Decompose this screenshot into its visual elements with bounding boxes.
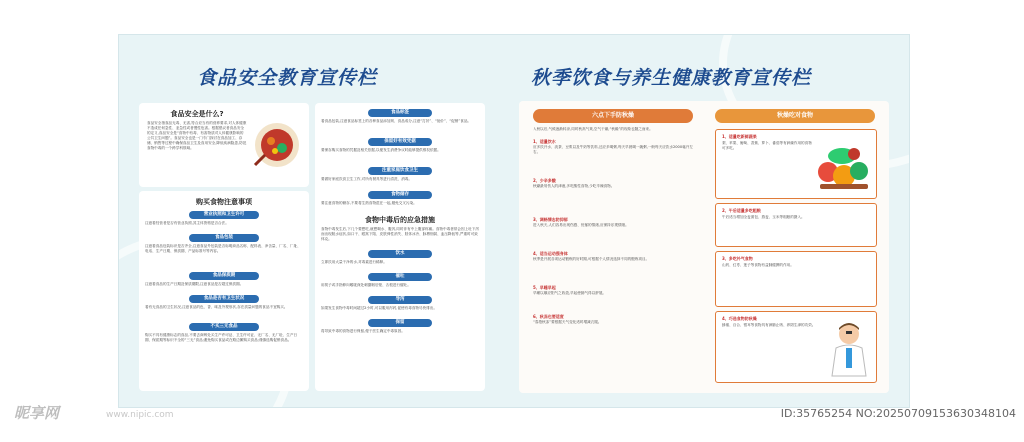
col1-item-label: 2、少辛多酸	[533, 178, 556, 183]
buy-item	[145, 272, 303, 292]
col1-item-label: 4、适当运动强身体	[533, 251, 568, 256]
food-box-1	[715, 129, 877, 199]
col1-item	[533, 251, 697, 282]
col1-item-label: 5、早睡早起	[533, 285, 556, 290]
watermark-id: ID:35765254 NO:20250709153630348104	[780, 407, 1016, 420]
food-box-label: 3、多吃补气食物	[722, 256, 753, 261]
col1-item-text: 秋季是开展各项运动锻炼的好时期,可根据个人情况选择不同的锻炼项目。	[533, 257, 650, 261]
buy-item-text: 购买不具有健康标志的食品,不要去商贩处买生产许可证、卫生许可证、无厂名、无厂址、生产日期、保质期等标识不全的“三无”食品;避免购买食品或在路边摊购买食品;谨慎选购促销食品。	[145, 333, 298, 342]
tip-item-text: 要做好家庭饮食卫生工作,对所有餐具等进行清洗、消毒。	[321, 177, 412, 181]
autumn-panel	[519, 101, 889, 393]
poison-text: 食物中毒发生后,下几个要想吃,就想喝水、腹泻,同时伴有中上腹部疼痛。食物中毒者常会因上吐下泻而出现脱水症状,如口干、眼窝下陷、皮肤弹性消失、肢体冰冷、脉搏细弱、血压降低等,严重时可致休克。	[321, 227, 479, 241]
intro-heading: 食品安全是什么?	[170, 110, 224, 118]
food-box-4	[715, 311, 877, 383]
col1-item-label: 1、适量饮水	[533, 139, 556, 144]
tip-item-label: 食物储存	[368, 191, 432, 199]
col1-item-text: 秋燥最易伤人的津液,多吃酸性食物,少吃辛辣食物。	[533, 184, 615, 188]
food-box-text: 午后适当增加全麦面包、燕麦、玉米等粗粮的摄入。	[722, 215, 805, 219]
poster-board	[118, 34, 910, 408]
tips-list	[321, 109, 479, 339]
col1-item-label: 6、秋冻也要适度	[533, 314, 564, 319]
buy-item-label: 不买三无食品	[189, 323, 259, 331]
food-bowl-icon	[251, 117, 303, 169]
col2-heading: 秋燥吃对食物	[715, 109, 875, 123]
watermark-logo: 昵享网	[14, 404, 60, 422]
tip-item	[321, 167, 479, 187]
buy-item	[145, 211, 303, 231]
doctor-figure-icon	[826, 320, 872, 378]
buy-item-label: 食品保质期	[189, 272, 259, 280]
left-title: 食品安全教育宣传栏	[197, 67, 378, 89]
food-box-text: 蜂蜜、百合、银耳等食物具有润肺止咳、养阴生津的功效。	[722, 323, 816, 327]
tips-panel	[315, 103, 485, 391]
tip-item-label: 注重家庭饮食卫生	[368, 167, 432, 175]
food-box-label: 2、午后适量多吃粗粮	[722, 208, 761, 213]
buy-item-text: 注意看食品的生产日期及保质期限,注意食品是否超过保质期。	[145, 282, 244, 286]
poison-item-text: 用筷子或手指伸向喉咙深处刺激咽后壁、舌根进行催吐。	[321, 283, 411, 287]
tip-item	[321, 109, 479, 134]
col1-item-text: “春捂秋冻”要根据天气变化适时增减衣服。	[533, 320, 602, 324]
fruits-vegetables-icon	[814, 138, 872, 192]
col1-item	[533, 285, 697, 311]
poison-item-text: 将导致中毒的食物进行保留,便于医生确定中毒原因。	[321, 329, 405, 333]
poison-item-text: 立即饮用大量干净的水,对毒素进行稀释。	[321, 260, 387, 264]
buy-item-label: 食品是否有卫生状况	[189, 295, 259, 303]
right-title: 秋季饮食与养生健康教育宣传栏	[531, 67, 812, 89]
buy-panel	[139, 191, 309, 391]
buy-item-label: 食品包装	[189, 234, 259, 242]
buy-item-text: 注意看经营者是否有营业执照,其主体资格是否合法。	[145, 221, 229, 225]
food-box-text: 山药、红枣、莲子等食物有益肺健脾的作用。	[722, 263, 794, 267]
col1-list	[533, 127, 697, 340]
food-box-label: 1、适量吃新鲜蔬果	[722, 134, 757, 139]
buy-item	[145, 323, 303, 353]
buy-item	[145, 234, 303, 269]
col1-item	[533, 139, 697, 175]
poison-item	[321, 250, 479, 270]
poison-item	[321, 273, 479, 293]
food-box-text: 梨、苹果、葡萄、香蕉、萝卜、番茄等有润燥作用的食物可多吃。	[722, 141, 812, 150]
poison-item-label: 催吐	[368, 273, 432, 281]
poison-item-label: 导泻	[368, 296, 432, 304]
col1-heading: 六点下手防秋燥	[533, 109, 693, 123]
poison-item	[321, 319, 479, 339]
poison-item-label: 保留	[368, 319, 432, 327]
poison-heading: 食物中毒后的应急措施	[365, 216, 435, 224]
food-box-3	[715, 251, 877, 307]
col1-item	[533, 178, 697, 214]
col1-item	[533, 314, 697, 340]
tip-item-text: 看食品包装,注意食品标签上的各种食品添加剂、食品成分,注意“打折”、“低价”、“促销”食品。	[321, 119, 472, 123]
col1-item-label: 3、调畅情志防抑郁	[533, 217, 568, 222]
col1-item-text: 早睡以顺应阳气之收敛,早起使肺气得以舒展。	[533, 291, 607, 295]
buy-item-text: 看有无食品的卫生状况,注意食品的色、香、味及外观形状,存在质量问题的食品不宜购买。	[145, 305, 288, 309]
tip-item-label: 食品标签	[368, 109, 432, 117]
poison-item	[321, 296, 479, 316]
food-box-label: 4、巧选食物防秋燥	[722, 316, 757, 321]
tip-item	[321, 138, 479, 163]
tip-item-text: 要保存购买食物的凭据及相关依据,以便发生消费争议时能够提供维权依据。	[321, 148, 441, 152]
col1-item	[533, 217, 697, 248]
watermark-url: www.nipic.com	[106, 410, 174, 420]
poison-item-label: 饮水	[368, 250, 432, 258]
poison-item-text: 如果发生食物中毒时间超过2小时,可以服用泻药,促使有毒食物尽快排出。	[321, 306, 437, 310]
buy-item-label: 营业执照和卫生许可	[189, 211, 259, 219]
buy-heading: 购买食物注意事项	[196, 198, 252, 206]
intro-text: 食品安全指食品无毒、无害,符合应当有的营养要求,对人体健康不造成任何急性、亚急性或者慢性危害。根据倡议者食品安全的定义,食品安全是“食物中有毒、有害物质对人体健康影响的公共卫生问题”。食品安全也是一门专门探讨在食品加工、存储、销售等过程中确保食品卫生及食用安全,降低疾病隐患,防范食物中毒的一个跨学科领域。	[147, 121, 247, 150]
buy-item-text: 注意看食品包装标识是否齐全,注意食品外包装是否标明商品名称、配料表、净含量、厂名、厂址、电话、生产日期、保质期、产品标准号等内容。	[145, 244, 301, 253]
buy-list	[145, 211, 303, 353]
intro-panel	[139, 103, 309, 187]
col1-item-text: 应多饮开水、淡茶、豆浆以及牛奶等饮料,还应多喝粥,每天早晨喝一碗粥,一般每天应饮水2000毫升左右。	[533, 145, 693, 154]
tip-item	[321, 191, 479, 211]
food-box-2	[715, 203, 877, 247]
tip-item-text: 要注意食物的储存,不要将生熟食物混在一起,避免交叉污染。	[321, 201, 417, 205]
tip-item-label: 保留好有效凭据	[368, 138, 432, 146]
col1-intro: 入秋以后,气候逐渐转凉,同时秋高气爽,空气干燥,“秋燥”的现象也随之而来。	[533, 127, 653, 131]
buy-item	[145, 295, 303, 320]
col1-item-text: 进入秋天,人们容易出现伤感、忧郁的情绪,应保持乐观情绪。	[533, 223, 629, 227]
